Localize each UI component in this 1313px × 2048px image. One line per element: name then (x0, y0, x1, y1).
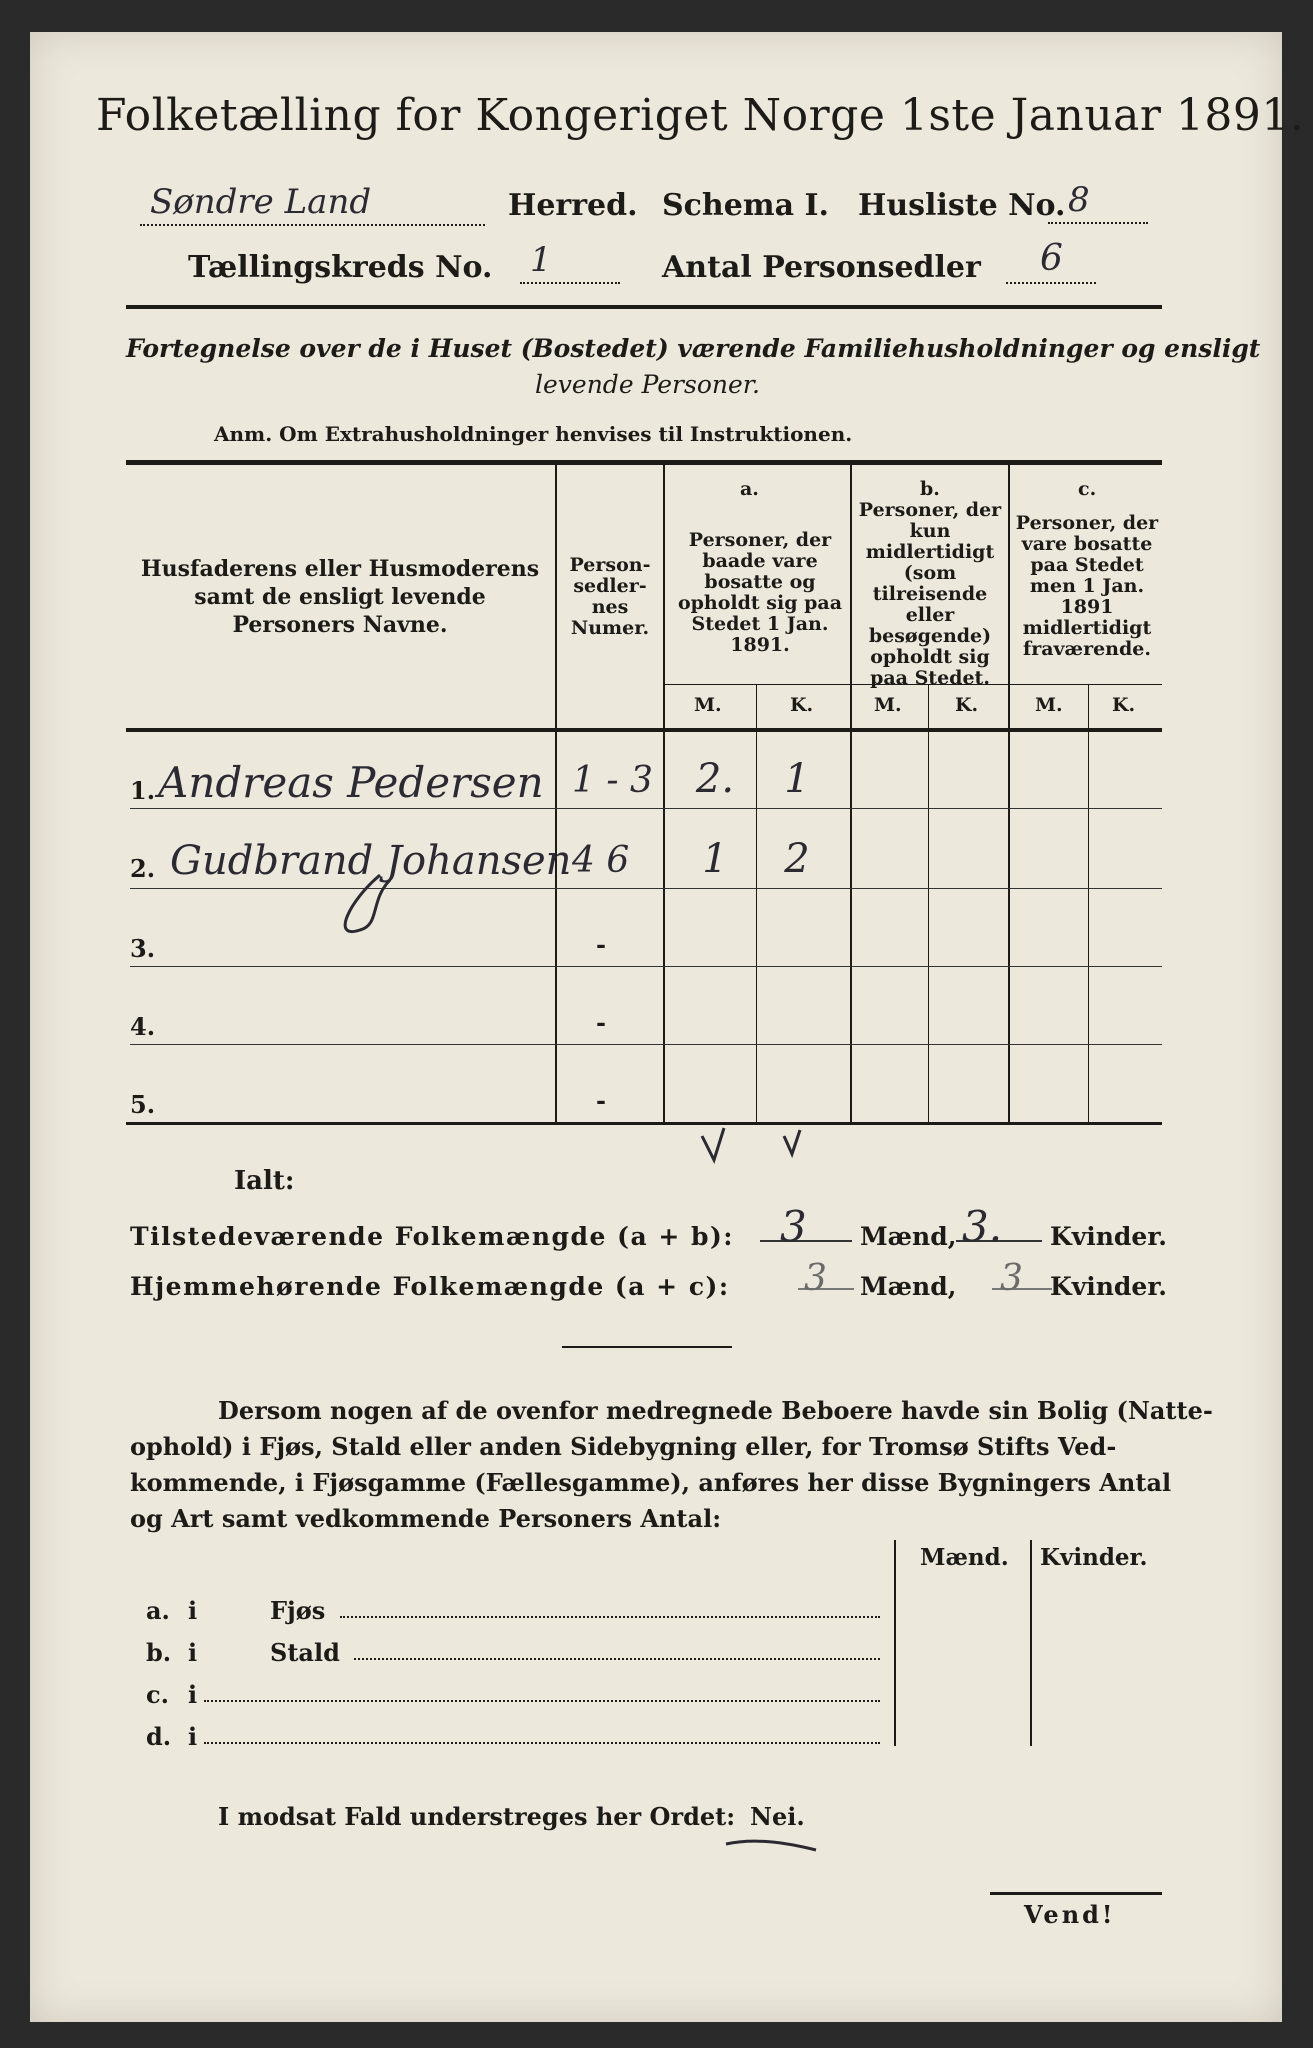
item-dots (354, 1654, 880, 1660)
husliste-label: Husliste No. (858, 188, 1066, 223)
col-b-letter: b. (920, 478, 940, 500)
antal-value: 6 (1040, 238, 1063, 279)
col-divider-num (555, 465, 557, 1122)
vend-text: Vend! (1024, 1900, 1116, 1929)
row-rule (130, 888, 1162, 889)
hjemme-label: Hjemmehørende Folkemængde (a + c): (130, 1272, 730, 1301)
col-c-header: Personer, der vare bosatte paa Stedet men 1 Jan. 1891 midlertidigt fraværende. (1015, 512, 1159, 660)
anm-note: Anm. Om Extrahusholdninger henvises til Instruktionen. (214, 422, 853, 446)
row-a-m: 1 (702, 836, 728, 882)
kreds-label: Tællingskreds No. (188, 250, 493, 285)
husliste-value: 8 (1068, 180, 1090, 220)
hjemme-kvinder: Kvinder. (1050, 1272, 1167, 1301)
col-divider-c (1008, 465, 1010, 1122)
row-a-m: 2. (695, 756, 735, 802)
col-num-header: Person-sedler-nes Numer. (569, 554, 651, 639)
item-letter: b. (146, 1638, 172, 1667)
bolig-divider-2 (1030, 1540, 1032, 1746)
table-bottom-rule (126, 1122, 1162, 1125)
bolig-para4: og Art samt vedkommende Personers Antal: (130, 1504, 722, 1533)
ialt-label: Ialt: (234, 1166, 295, 1196)
row-number: 4. (130, 1012, 156, 1041)
a-m-header: M. (694, 694, 722, 716)
row-rule (130, 966, 1162, 967)
intro-line1: Fortegnelse over de i Huset (Bostedet) værende Familiehusholdninger og ensligt (126, 334, 1261, 363)
row-num: 1 - 3 (572, 760, 653, 801)
modsat-text: I modsat Fald understreges her Ordet: (218, 1802, 736, 1831)
a-k-header: K. (790, 694, 814, 716)
col-name-header: Husfaderens eller Husmoderens samt de ensligt levende Personers Navne. (140, 556, 540, 638)
hjemme-m-value: 3 (804, 1258, 827, 1299)
item-text: Stald (270, 1638, 340, 1667)
b-mk-divider (928, 685, 929, 1122)
col-a-header: Personer, der baade vare bosatte og opholdt sig paa Stedet 1 Jan. 1891. (677, 529, 843, 656)
bolig-para3: kommende, i Fjøsgamme (Fællesgamme), anføres her disse Bygningers Antal (130, 1468, 1172, 1497)
bolig-para1: Dersom nogen af de ovenfor medregnede Beboere havde sin Bolig (Natte- (218, 1396, 1213, 1425)
item-dots (340, 1612, 880, 1618)
antal-label: Antal Personsedler (662, 250, 981, 285)
row-a-k: 2 (784, 836, 810, 882)
bolig-maend-header: Mænd. (920, 1544, 1009, 1571)
kreds-value: 1 (530, 240, 552, 280)
b-k-header: K. (955, 694, 979, 716)
row-num: - (596, 1008, 606, 1037)
item-i: i (188, 1722, 198, 1751)
row-number: 5. (130, 1090, 156, 1119)
row-name: Andreas Pedersen (158, 758, 544, 807)
census-form-page (30, 32, 1282, 2022)
col-a-letter: a. (740, 478, 759, 500)
row-rule (130, 1044, 1162, 1045)
tilstede-k-value: 3. (962, 1202, 1003, 1251)
tilstede-kvinder: Kvinder. (1050, 1222, 1167, 1251)
item-dots (204, 1696, 880, 1702)
a-mk-divider (756, 685, 757, 1122)
form-title: Folketælling for Kongeriget Norge 1ste Januar 1891. (96, 90, 1305, 141)
section-separator (562, 1346, 732, 1348)
c-mk-divider (1088, 685, 1089, 1122)
col-b-header: Personer, der kun midlertidigt (som tilreisende eller besøgende) opholdt sig paa Stedet. (858, 499, 1002, 689)
table-top-rule (126, 460, 1162, 465)
herred-label: Herred. (508, 188, 638, 223)
col-divider-a (663, 465, 665, 1122)
schema-label: Schema I. (662, 188, 829, 223)
bolig-para2: ophold) i Fjøs, Stald eller anden Sidebygning eller, for Tromsø Stifts Ved- (130, 1432, 1117, 1461)
item-letter: d. (146, 1722, 172, 1751)
header-divider (126, 305, 1162, 309)
item-i: i (188, 1638, 198, 1667)
husliste-field (1048, 196, 1148, 224)
row-a-k: 1 (784, 756, 810, 802)
b-m-header: M. (874, 694, 902, 716)
bolig-kvinder-header: Kvinder. (1040, 1544, 1148, 1571)
vend-rule (990, 1892, 1162, 1895)
item-i: i (188, 1596, 198, 1625)
nei-word: Nei. (750, 1802, 805, 1831)
item-dots (204, 1738, 880, 1744)
item-letter: c. (146, 1680, 169, 1709)
row-name: Gudbrand Johansen (170, 838, 572, 884)
row-num: 4 6 (572, 840, 630, 881)
name-flourish (320, 870, 440, 950)
herred-value: Søndre Land (150, 182, 372, 222)
intro-line2: levende Personer. (535, 370, 760, 399)
row-number: 3. (130, 934, 156, 963)
tilstede-m-value: 3 (780, 1202, 807, 1251)
nei-underline (724, 1836, 820, 1856)
row-num: - (596, 1086, 606, 1115)
row-num: - (596, 930, 606, 959)
c-m-header: M. (1035, 694, 1063, 716)
col-c-letter: c. (1078, 478, 1097, 500)
item-i: i (188, 1680, 198, 1709)
tilstede-maend: Mænd, (860, 1222, 957, 1251)
table-header-rule (126, 728, 1162, 732)
tilstede-label: Tilstedeværende Folkemængde (a + b): (130, 1222, 735, 1251)
row-number: 2. (130, 854, 156, 883)
hjemme-k-value: 3 (1000, 1258, 1023, 1299)
item-text: Fjøs (270, 1596, 326, 1625)
col-divider-b (850, 465, 852, 1122)
row-number: 1. (130, 776, 156, 805)
bolig-divider-1 (894, 1540, 896, 1746)
row-rule (130, 808, 1162, 809)
item-letter: a. (146, 1596, 170, 1625)
c-k-header: K. (1112, 694, 1136, 716)
hjemme-maend: Mænd, (860, 1272, 957, 1301)
tick-marks (700, 1124, 820, 1164)
